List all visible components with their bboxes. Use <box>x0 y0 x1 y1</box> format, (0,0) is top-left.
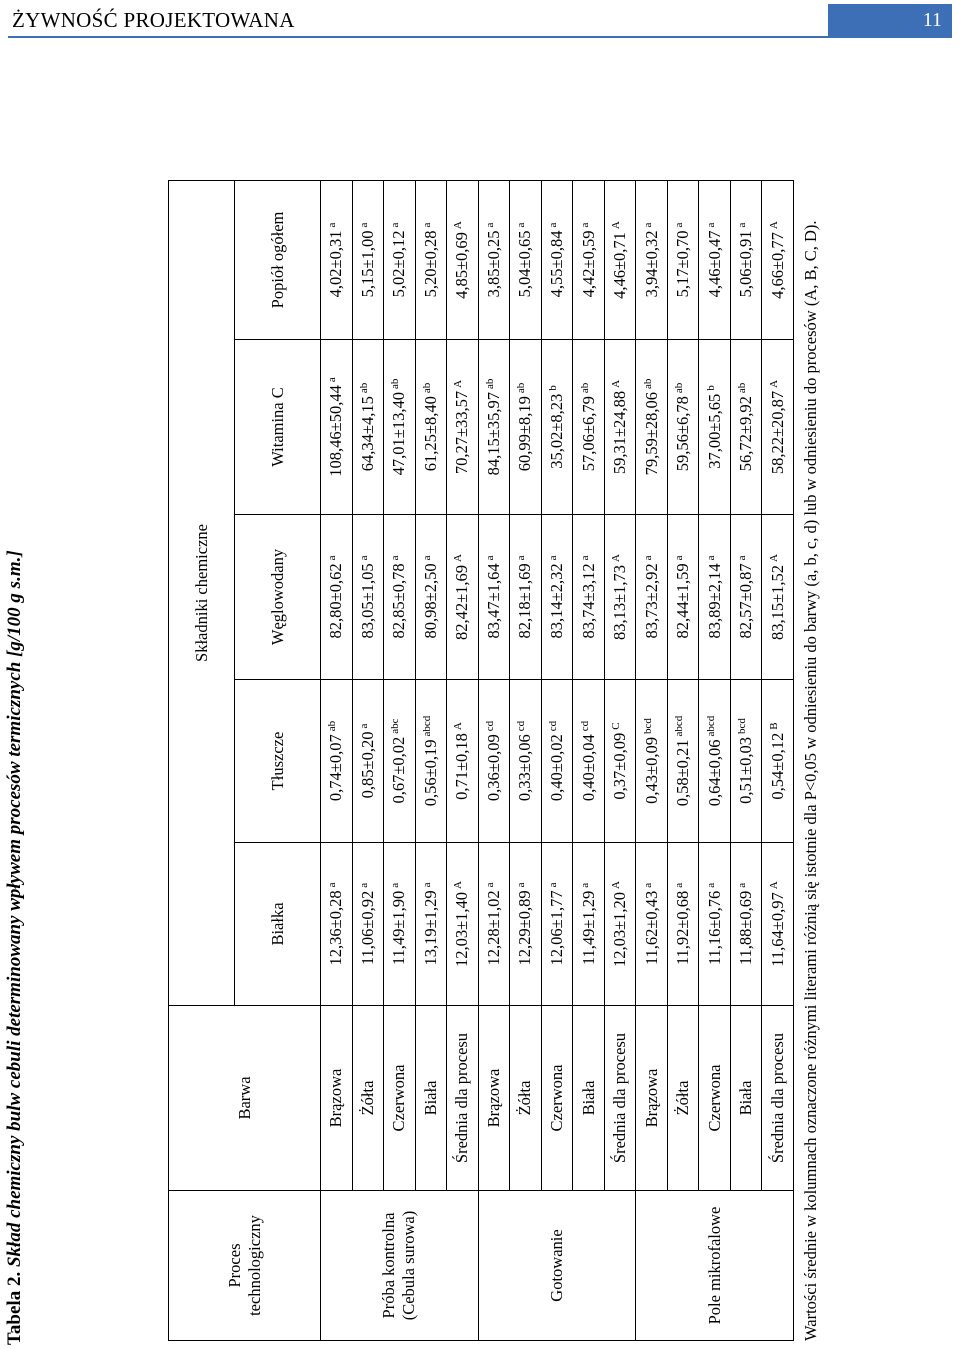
value-cell <box>510 180 542 339</box>
table-row <box>384 180 416 1340</box>
value-text: 59,31±24,88 <box>610 390 630 475</box>
value-text: 0,71±0,18 <box>452 733 472 800</box>
value-text: 108,46±50,44 <box>326 385 346 477</box>
significance-letter: a <box>483 222 496 228</box>
color-cell: Biała <box>730 1006 762 1191</box>
significance-letter: A <box>767 379 780 388</box>
value-cell <box>384 680 416 843</box>
value-text: 83,73±2,92 <box>641 563 661 639</box>
color-cell: Żółta <box>352 1006 384 1191</box>
significance-letter: ab <box>326 720 339 732</box>
value-text: 11,16±0,76 <box>704 890 724 966</box>
value-cell <box>730 680 762 843</box>
significance-letter: a <box>673 882 686 888</box>
value-cell <box>699 340 731 515</box>
value-cell <box>321 180 353 339</box>
value-text: 11,49±1,29 <box>578 890 598 966</box>
significance-letter: a <box>515 222 528 228</box>
significance-letter: A <box>610 881 623 889</box>
significance-letter: a <box>673 222 686 228</box>
value-text: 82,57±0,87 <box>736 563 756 639</box>
color-cell: Brązowa <box>321 1006 353 1191</box>
significance-letter: a <box>357 222 370 228</box>
significance-letter: ab <box>736 382 749 394</box>
value-text: 13,19±1,29 <box>420 890 440 966</box>
value-text: 84,15±35,97 <box>483 392 503 476</box>
value-cell <box>415 680 447 843</box>
value-text: 5,20±0,28 <box>420 230 440 298</box>
significance-letter: a <box>641 222 654 228</box>
value-text: 0,54±0,12 <box>767 732 787 800</box>
value-text: 12,29±0,89 <box>515 890 535 966</box>
table-row <box>447 180 479 1340</box>
value-cell <box>699 680 731 843</box>
header-color: Barwa <box>169 1006 321 1191</box>
value-cell <box>636 340 668 515</box>
significance-letter: abc <box>389 718 402 734</box>
significance-letter: a <box>578 882 591 888</box>
significance-letter: cd <box>546 720 559 732</box>
page-number: 11 <box>922 8 942 31</box>
value-cell <box>667 180 699 339</box>
significance-letter: ab <box>483 378 496 390</box>
value-cell <box>321 340 353 515</box>
process-cell: Pole mikrofalowe <box>636 1191 794 1341</box>
value-text: 12,28±1,02 <box>483 890 503 966</box>
value-text: 0,33±0,06 <box>515 734 535 802</box>
table-body <box>321 180 794 1340</box>
value-cell <box>321 515 353 680</box>
value-text: 0,37±0,09 <box>610 732 630 800</box>
table-row <box>541 180 573 1340</box>
value-cell <box>762 340 794 515</box>
value-cell <box>510 515 542 680</box>
significance-letter: a <box>515 555 528 561</box>
significance-letter: A <box>767 881 780 890</box>
significance-letter: ab <box>578 382 591 394</box>
significance-letter: a <box>515 882 528 888</box>
value-cell <box>447 680 479 843</box>
significance-letter: a <box>578 555 591 561</box>
value-cell <box>352 843 384 1006</box>
value-cell <box>384 843 416 1006</box>
value-cell <box>573 843 605 1006</box>
significance-letter: a <box>578 222 591 228</box>
value-cell <box>541 180 573 339</box>
value-cell <box>730 515 762 680</box>
value-text: 5,17±0,70 <box>673 230 693 298</box>
value-text: 58,22±20,87 <box>767 390 787 475</box>
table-caption-text: Skład chemiczny bulw cebuli determinowany wpływem procesów termicznych [g/100 g s.m.] <box>4 550 25 1268</box>
value-text: 83,89±2,14 <box>704 563 724 639</box>
value-cell <box>447 843 479 1006</box>
value-text: 4,46±0,47 <box>704 230 724 298</box>
significance-letter: abcd <box>673 715 686 737</box>
table-row <box>321 180 353 1340</box>
color-cell: Czerwona <box>541 1006 573 1191</box>
value-text: 3,94±0,32 <box>641 230 661 298</box>
value-cell <box>636 180 668 339</box>
value-cell <box>478 340 510 515</box>
value-text: 83,47±1,64 <box>483 563 503 639</box>
value-text: 0,85±0,20 <box>357 731 377 799</box>
significance-letter: a <box>483 555 496 561</box>
color-cell: Czerwona <box>699 1006 731 1191</box>
significance-letter: a <box>420 222 433 228</box>
value-text: 82,80±0,62 <box>326 563 346 639</box>
significance-letter: a <box>736 222 749 228</box>
value-text: 4,55±0,84 <box>546 230 566 298</box>
table-caption-label: Tabela 2. <box>4 1271 25 1345</box>
value-cell <box>730 340 762 515</box>
header-column: Witamina C <box>235 340 321 515</box>
process-cell: Próba kontrolna (Cebula surowa) <box>321 1191 479 1341</box>
significance-letter: a <box>326 882 339 888</box>
value-cell <box>478 843 510 1006</box>
value-cell <box>730 843 762 1006</box>
significance-letter: A <box>610 221 623 230</box>
value-text: 11,64±0,97 <box>767 892 787 967</box>
significance-letter: a <box>326 222 339 228</box>
value-text: 0,56±0,19 <box>420 739 440 807</box>
value-cell <box>699 180 731 339</box>
value-text: 0,64±0,06 <box>704 739 724 807</box>
value-text: 35,02±8,23 <box>546 393 566 469</box>
value-text: 11,62±0,43 <box>641 890 661 966</box>
value-text: 11,06±0,92 <box>357 890 377 966</box>
significance-letter: A <box>452 221 465 230</box>
value-text: 83,74±3,12 <box>578 563 598 639</box>
value-cell <box>762 680 794 843</box>
significance-letter: ab <box>641 378 654 390</box>
value-text: 4,66±0,77 <box>767 232 787 299</box>
value-text: 4,02±0,31 <box>326 230 346 298</box>
value-text: 11,88±0,69 <box>736 890 756 966</box>
header-column: Tłuszcze <box>235 680 321 843</box>
value-text: 82,44±1,59 <box>673 563 693 639</box>
value-text: 57,06±6,79 <box>578 396 598 472</box>
value-cell <box>321 843 353 1006</box>
significance-letter: a <box>704 882 717 888</box>
color-cell: Średnia dla procesu <box>762 1006 794 1191</box>
significance-letter: b <box>546 385 559 391</box>
value-cell <box>352 180 384 339</box>
value-cell <box>762 515 794 680</box>
color-cell: Średnia dla procesu <box>447 1006 479 1191</box>
significance-letter: a <box>546 555 559 561</box>
value-cell <box>604 340 636 515</box>
significance-letter: cd <box>578 720 591 732</box>
value-text: 0,40±0,04 <box>578 734 598 802</box>
value-cell <box>573 340 605 515</box>
value-text: 12,36±0,28 <box>326 890 346 966</box>
header-column: Białka <box>235 843 321 1006</box>
significance-letter: a <box>704 555 717 561</box>
value-text: 80,98±2,50 <box>420 563 440 639</box>
value-cell <box>573 680 605 843</box>
value-text: 82,85±0,78 <box>389 563 409 639</box>
value-text: 83,05±1,05 <box>357 563 377 639</box>
significance-letter: a <box>326 555 339 561</box>
value-cell <box>384 340 416 515</box>
value-cell <box>447 180 479 339</box>
value-cell <box>478 180 510 339</box>
significance-letter: abcd <box>420 715 433 737</box>
value-cell <box>415 340 447 515</box>
value-cell <box>636 843 668 1006</box>
color-cell: Brązowa <box>478 1006 510 1191</box>
color-cell: Średnia dla procesu <box>604 1006 636 1191</box>
significance-letter: a <box>389 882 402 888</box>
value-cell <box>667 843 699 1006</box>
value-cell <box>415 843 447 1006</box>
value-text: 5,02±0,12 <box>389 230 409 298</box>
significance-letter: ab <box>515 382 528 394</box>
value-text: 5,04±0,65 <box>515 230 535 298</box>
value-cell <box>510 680 542 843</box>
significance-letter: a <box>704 222 717 228</box>
significance-letter: bcd <box>736 718 749 735</box>
value-cell <box>541 843 573 1006</box>
value-cell <box>541 515 573 680</box>
significance-letter: A <box>767 221 780 230</box>
value-cell <box>447 515 479 680</box>
value-text: 83,15±1,52 <box>767 564 787 641</box>
value-cell <box>667 515 699 680</box>
table-caption <box>4 550 26 1345</box>
value-text: 70,27±33,57 <box>452 390 472 475</box>
value-cell <box>636 680 668 843</box>
value-cell <box>762 843 794 1006</box>
value-cell <box>604 180 636 339</box>
color-cell: Biała <box>573 1006 605 1191</box>
value-cell <box>478 680 510 843</box>
table-row <box>604 180 636 1340</box>
value-cell <box>510 340 542 515</box>
value-cell <box>699 515 731 680</box>
significance-letter: cd <box>515 720 528 732</box>
value-cell <box>415 515 447 680</box>
value-text: 59,56±6,78 <box>673 396 693 472</box>
value-cell <box>730 180 762 339</box>
significance-letter: a <box>641 882 654 888</box>
significance-letter: a <box>357 723 370 729</box>
value-cell <box>667 340 699 515</box>
value-text: 12,03±1,40 <box>452 891 472 968</box>
value-text: 4,46±0,71 <box>610 232 630 299</box>
journal-title: ŻYWNOŚĆ PROJEKTOWANA <box>12 8 295 32</box>
value-text: 3,85±0,25 <box>483 230 503 298</box>
value-text: 61,25±8,40 <box>420 396 440 472</box>
significance-letter: A <box>610 379 623 388</box>
significance-letter: a <box>389 555 402 561</box>
footnote: Wartości średnie w kolumnach oznaczone różnymi literami różnią się istotnie dla P<0,05 w odniesieniu do barwy (a, b, c, d) lub w odniesieniu do procesów (A, B, C, D). <box>801 220 820 1341</box>
value-text: 0,43±0,09 <box>641 737 661 804</box>
significance-letter: A <box>452 554 465 562</box>
process-cell: Gotowanie <box>478 1191 636 1341</box>
significance-letter: abcd <box>704 715 717 737</box>
value-text: 82,42±1,69 <box>452 564 472 641</box>
table-row <box>762 180 794 1340</box>
significance-letter: a <box>673 555 686 561</box>
table-row <box>510 180 542 1340</box>
value-text: 4,42±0,59 <box>578 230 598 298</box>
value-text: 79,59±28,06 <box>641 392 661 476</box>
table-row <box>478 180 510 1340</box>
significance-letter: ab <box>673 382 686 394</box>
significance-letter: a <box>326 377 339 383</box>
significance-letter: a <box>641 555 654 561</box>
value-cell <box>384 515 416 680</box>
value-cell <box>321 680 353 843</box>
significance-letter: a <box>483 882 496 888</box>
value-text: 11,49±1,90 <box>389 890 409 966</box>
value-cell <box>604 843 636 1006</box>
significance-letter: ab <box>420 382 433 394</box>
significance-letter: A <box>452 722 465 731</box>
significance-letter: a <box>357 555 370 561</box>
significance-letter: a <box>546 222 559 228</box>
value-text: 64,34±4,15 <box>357 396 377 472</box>
color-cell: Żółta <box>510 1006 542 1191</box>
significance-letter: ab <box>389 378 402 390</box>
significance-letter: a <box>420 555 433 561</box>
significance-letter: a <box>736 555 749 561</box>
significance-letter: A <box>767 554 780 562</box>
significance-letter: b <box>704 385 717 391</box>
value-cell <box>573 515 605 680</box>
significance-letter: a <box>736 882 749 888</box>
value-cell <box>762 180 794 339</box>
significance-letter: C <box>610 722 623 730</box>
significance-letter: a <box>357 882 370 888</box>
value-cell <box>384 180 416 339</box>
composition-table <box>168 180 794 1341</box>
value-text: 37,00±5,65 <box>704 393 724 469</box>
significance-letter: a <box>546 882 559 888</box>
value-cell <box>415 180 447 339</box>
value-cell <box>352 515 384 680</box>
value-cell <box>573 180 605 339</box>
value-text: 0,36±0,09 <box>483 734 503 802</box>
table-row <box>730 180 762 1340</box>
value-text: 12,03±1,20 <box>610 891 630 968</box>
table-row <box>352 180 384 1340</box>
value-cell <box>510 843 542 1006</box>
value-text: 5,15±1,00 <box>357 230 377 298</box>
significance-letter: a <box>389 222 402 228</box>
value-cell <box>699 843 731 1006</box>
significance-letter: cd <box>483 720 496 732</box>
significance-letter: bcd <box>641 718 654 735</box>
value-cell <box>352 340 384 515</box>
color-cell: Brązowa <box>636 1006 668 1191</box>
significance-letter: B <box>767 722 780 730</box>
value-cell <box>478 515 510 680</box>
value-text: 0,67±0,02 <box>389 736 409 804</box>
table-row <box>667 180 699 1340</box>
value-cell <box>447 340 479 515</box>
header-column: Węglowodany <box>235 515 321 680</box>
significance-letter: A <box>610 554 623 562</box>
table-row <box>699 180 731 1340</box>
value-cell <box>636 515 668 680</box>
color-cell: Czerwona <box>384 1006 416 1191</box>
value-cell <box>667 680 699 843</box>
value-text: 56,72±9,92 <box>736 396 756 472</box>
value-text: 82,18±1,69 <box>515 563 535 639</box>
table-row <box>636 180 668 1340</box>
value-text: 0,74±0,07 <box>326 734 346 802</box>
header-process: Proces technologiczny <box>169 1191 321 1341</box>
value-text: 83,14±2,32 <box>546 563 566 639</box>
table-row <box>415 180 447 1340</box>
value-text: 0,40±0,02 <box>546 734 566 802</box>
value-text: 60,99±8,19 <box>515 396 535 472</box>
value-text: 4,85±0,69 <box>452 232 472 299</box>
value-text: 0,58±0,21 <box>673 739 693 807</box>
header-column: Popiół ogółem <box>235 180 321 339</box>
value-text: 12,06±1,77 <box>546 890 566 966</box>
value-text: 83,13±1,73 <box>610 564 630 641</box>
significance-letter: ab <box>357 382 370 394</box>
value-cell <box>541 680 573 843</box>
header-chemical-components: Składniki chemiczne <box>169 180 235 1005</box>
significance-letter: a <box>420 882 433 888</box>
value-text: 0,51±0,03 <box>736 737 756 804</box>
table-row <box>573 180 605 1340</box>
value-cell <box>604 680 636 843</box>
value-text: 11,92±0,68 <box>673 890 693 966</box>
value-cell <box>541 340 573 515</box>
value-text: 5,06±0,91 <box>736 230 756 298</box>
value-cell <box>604 515 636 680</box>
value-text: 47,01±13,40 <box>389 392 409 476</box>
significance-letter: A <box>452 379 465 388</box>
color-cell: Żółta <box>667 1006 699 1191</box>
significance-letter: A <box>452 881 465 889</box>
value-cell <box>352 680 384 843</box>
color-cell: Biała <box>415 1006 447 1191</box>
